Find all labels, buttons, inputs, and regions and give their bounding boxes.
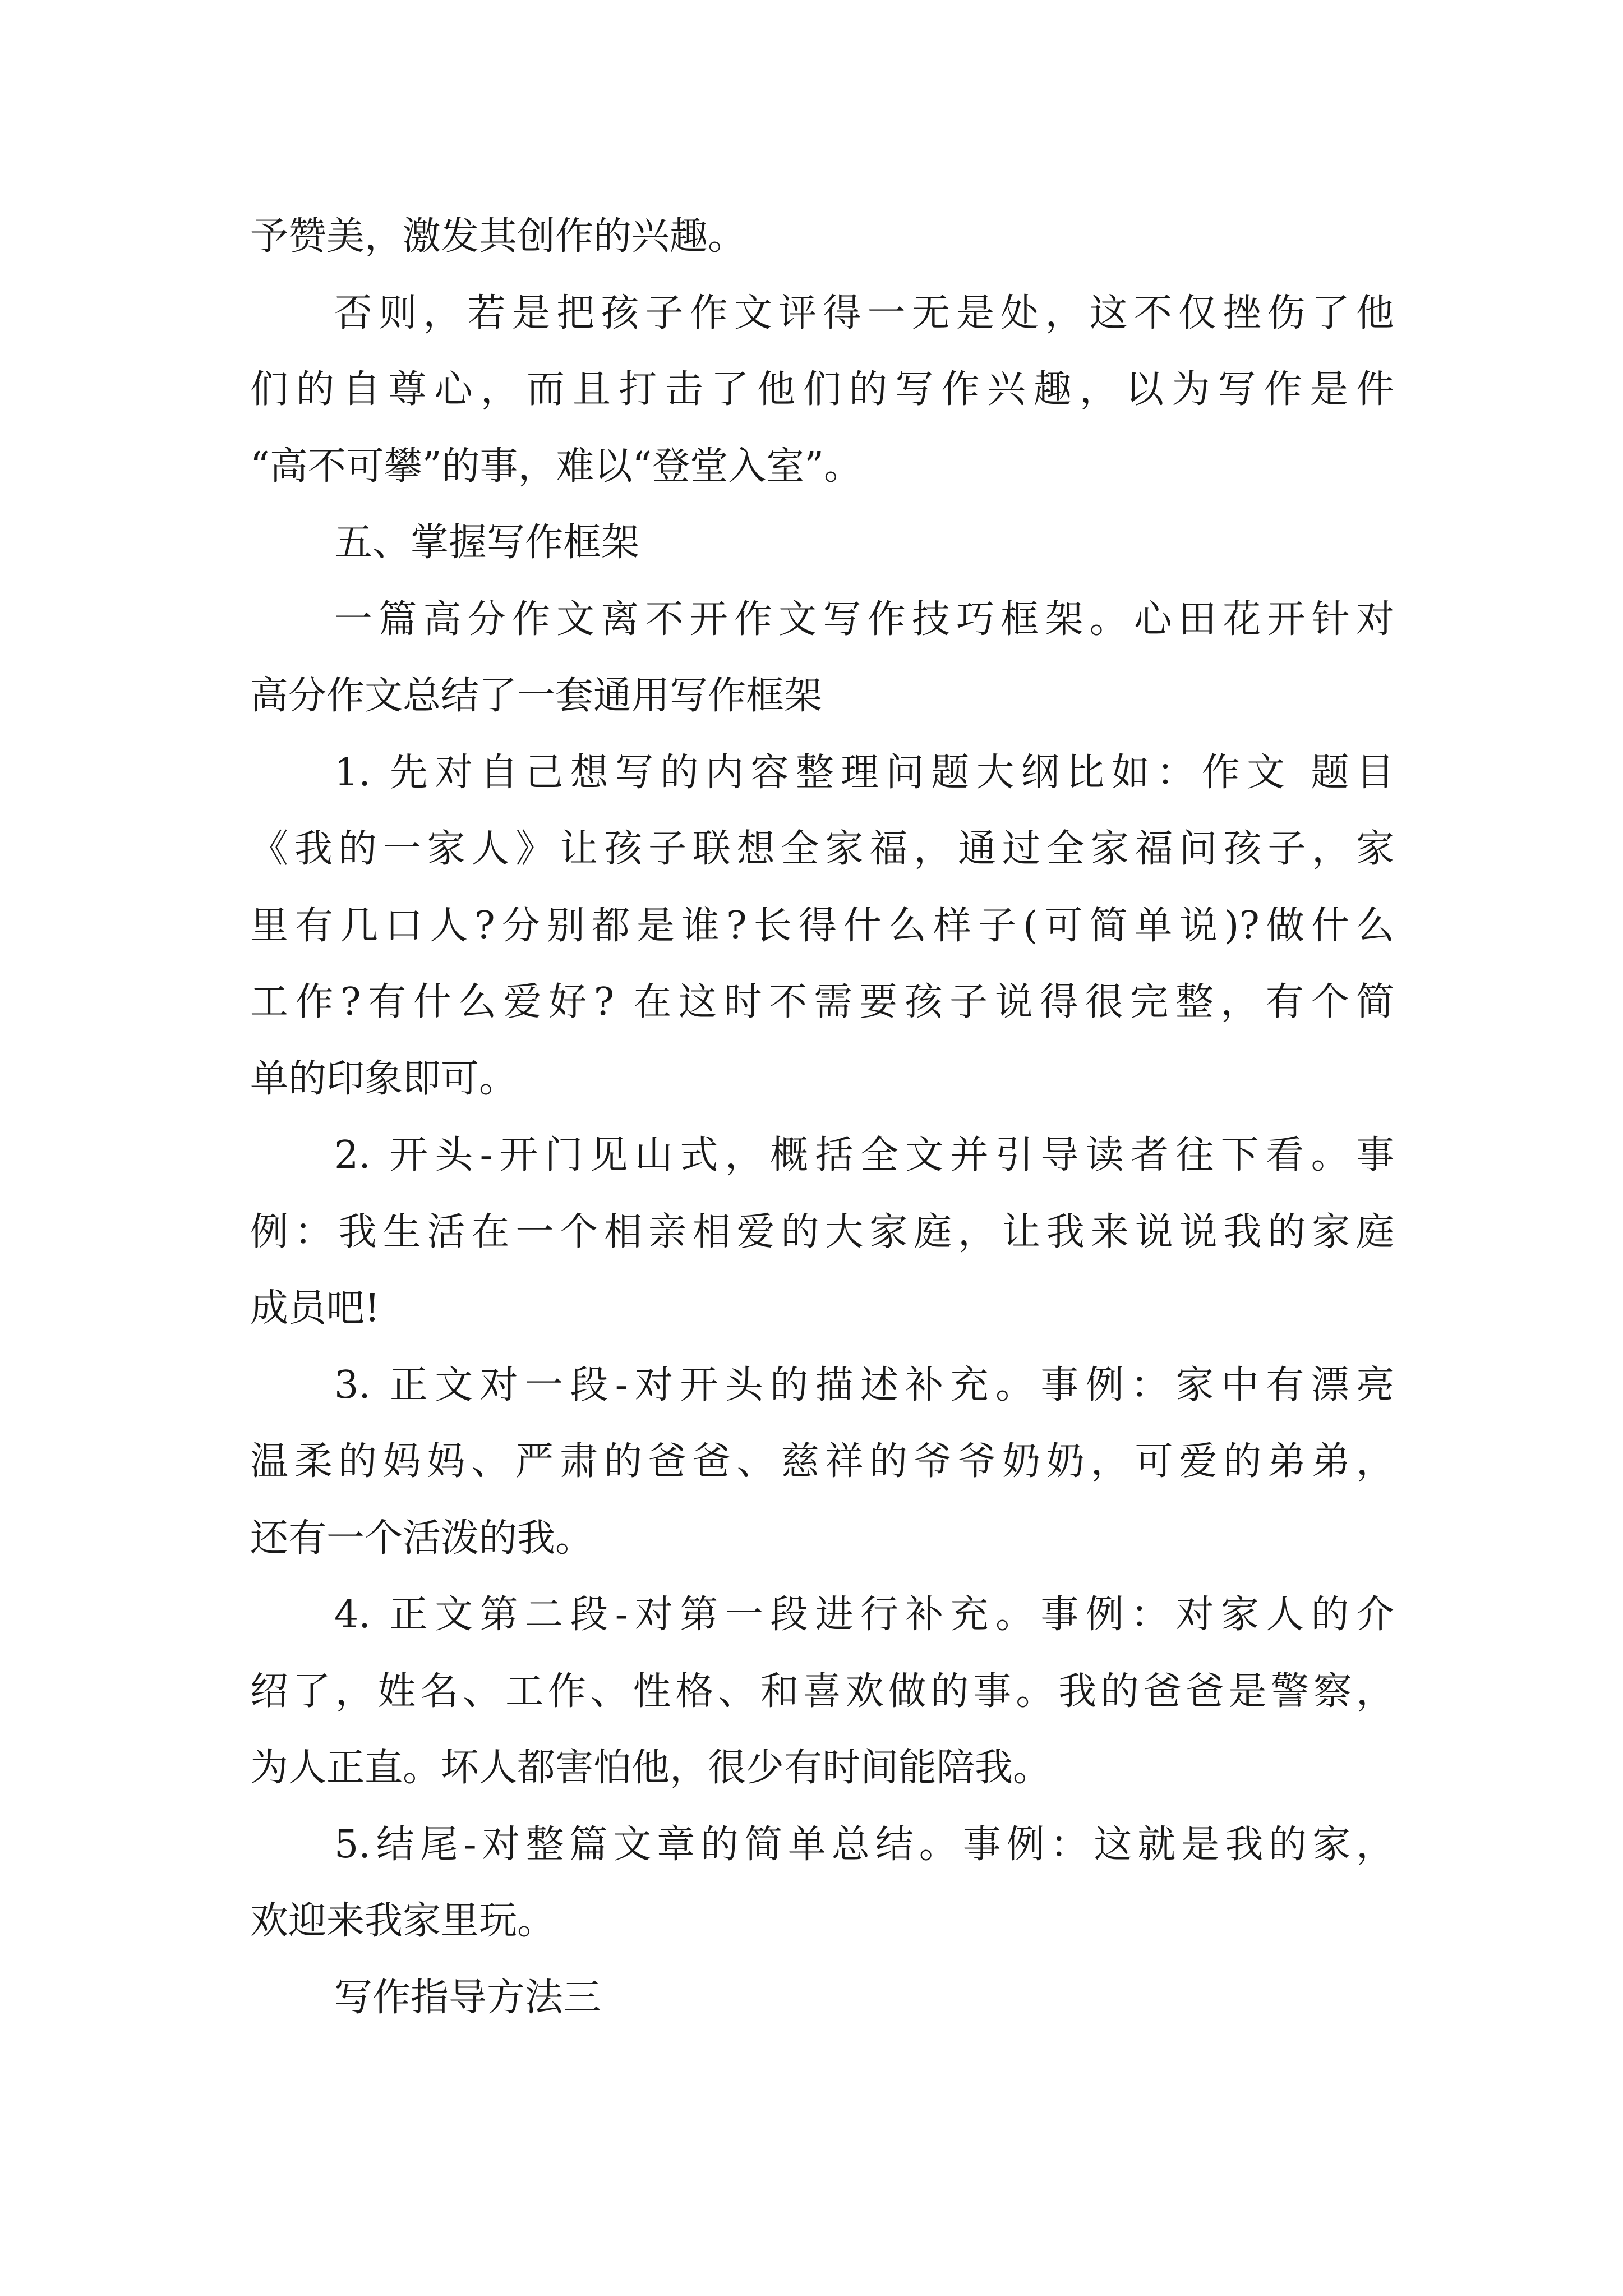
list-item-3: 3. 正文对一段-对开头的描述补充。事例：家中有漂亮 [334,1363,1394,1407]
text-line: 成员吧! [250,1286,380,1331]
text-line: 单的印象即可。 [250,1056,518,1101]
text-line: “高不可攀”的事，难以“登堂入室”。 [250,444,863,489]
text-line: 还有一个活泼的我。 [250,1516,594,1561]
text-line: 否则，若是把孩子作文评得一无是处，这不仅挫伤了他 [334,291,1394,335]
text-line: 温柔的妈妈、严肃的爸爸、慈祥的爷爷奶奶，可爱的弟弟， [250,1439,1394,1484]
text-line: 工作?有什么爱好? 在这时不需要孩子说得很完整，有个简 [250,980,1394,1024]
text-line: 高分作文总结了一套通用写作框架 [250,674,823,718]
text-line: 里有几口人?分别都是谁?长得什么样子(可简单说)?做什么 [250,903,1394,948]
section-heading: 五、掌握写作框架 [334,521,640,565]
text-line: 们的自尊心，而且打击了他们的写作兴趣，以为写作是件 [250,367,1394,412]
list-item-4: 4. 正文第二段-对第一段进行补充。事例：对家人的介 [334,1593,1394,1637]
document-body [250,199,1394,2036]
text-line: 为人正直。坏人都害怕他，很少有时间能陪我。 [250,1746,1052,1790]
list-item-2: 2. 开头-开门见山式，概括全文并引导读者往下看。事 [334,1133,1394,1177]
text-line: 绍了，姓名、工作、性格、和喜欢做的事。我的爸爸是警察， [250,1669,1394,1714]
list-item-5: 5.结尾-对整篇文章的简单总结。事例：这就是我的家， [334,1822,1394,1867]
text-line: 例：我生活在一个相亲相爱的大家庭，让我来说说我的家庭 [250,1209,1394,1254]
text-line: 予赞美，激发其创作的兴趣。 [250,214,746,259]
list-item-1: 1. 先对自己想写的内容整理问题大纲比如：作文 题目 [334,750,1394,795]
text-line: 《我的一家人》让孩子联想全家福，通过全家福问孩子，家 [250,827,1394,871]
text-line: 一篇高分作文离不开作文写作技巧框架。心田花开针对 [334,597,1394,642]
section-heading: 写作指导方法三 [334,1975,602,2020]
text-line: 欢迎来我家里玩。 [250,1899,556,1943]
